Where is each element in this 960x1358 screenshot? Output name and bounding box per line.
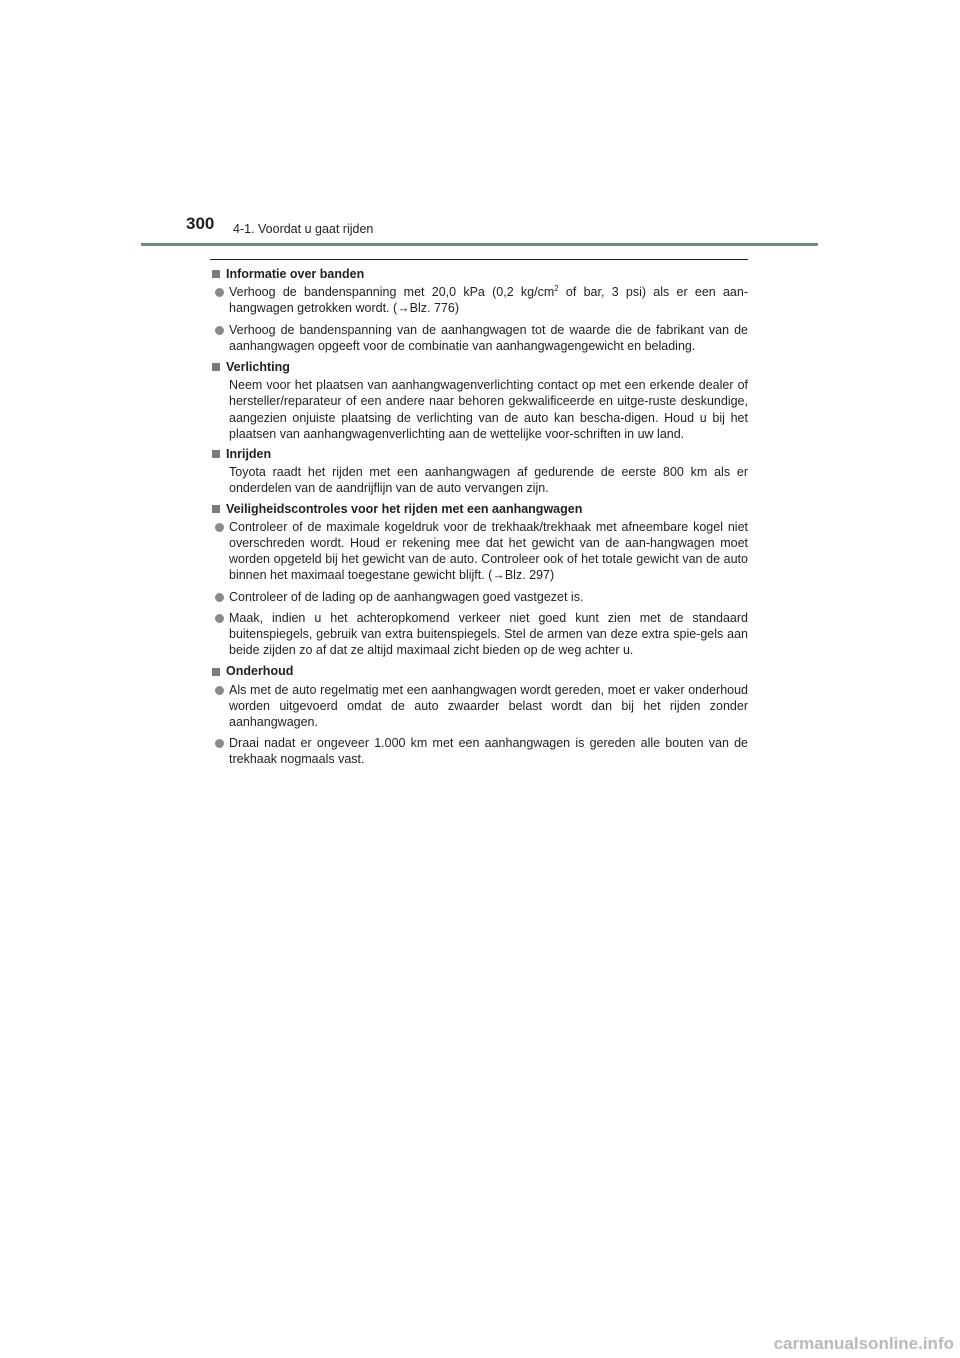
- square-bullet-icon: [212, 363, 220, 371]
- circle-bullet-icon: [215, 593, 224, 602]
- section-heading-text: Onderhoud: [226, 664, 294, 679]
- bullet-text: Verhoog de bandenspanning van de aanhangwagen tot de waarde die de fabrikant van de aanhangwagen opgeeft voor de combinatie van aanhangwagengewicht en belading.: [229, 322, 748, 353]
- section-heading-text: Verlichting: [226, 360, 290, 375]
- section-heading-text: Veiligheidscontroles voor het rijden met een aanhangwagen: [226, 501, 583, 516]
- section-heading: [210, 266, 748, 282]
- section-heading: [210, 359, 748, 375]
- section-heading: [210, 501, 748, 517]
- circle-bullet-icon: [215, 523, 224, 532]
- bullet-item: [210, 519, 748, 584]
- bullet-item: [210, 610, 748, 659]
- section-heading: [210, 446, 748, 462]
- footer-watermark-url: carmanualsonline.info: [773, 1334, 954, 1353]
- section-onderhoud: [210, 663, 748, 767]
- section-heading: [210, 663, 748, 679]
- section-heading-text: Informatie over banden: [226, 267, 365, 281]
- section-heading-text: Inrijden: [226, 447, 272, 462]
- content-rule: [210, 259, 748, 260]
- square-bullet-icon: [212, 668, 220, 676]
- section-paragraph: Toyota raadt het rijden met een aanhangwagen af gedurende de eerste 800 km als er onderdelen van de aandrijflijn van de auto vervangen zijn.: [229, 465, 748, 496]
- bullet-item: [210, 284, 748, 316]
- circle-bullet-icon: [215, 686, 224, 695]
- square-bullet-icon: [212, 505, 220, 513]
- bullet-text: Draai nadat er ongeveer 1.000 km met een aanhangwagen is gereden alle bouten van de trekhaak nogmaals vast.: [229, 736, 748, 767]
- bullet-text: Controleer of de lading op de aanhangwagen goed vastgezet is.: [229, 589, 584, 604]
- circle-bullet-icon: [215, 739, 224, 748]
- superscript: 2: [554, 284, 559, 294]
- bullet-item: [210, 322, 748, 354]
- circle-bullet-icon: [215, 288, 224, 297]
- section-banden: [210, 266, 748, 354]
- header-rule: [141, 243, 818, 246]
- content: [210, 266, 748, 773]
- bullet-text: Verhoog de bandenspanning met 20,0 kPa (0,2 kg/cm: [229, 285, 555, 300]
- bullet-item: [210, 682, 748, 731]
- square-bullet-icon: [212, 270, 220, 278]
- bullet-text: Controleer of de maximale kogeldruk voor de trekhaak/trekhaak met afneembare kogel niet overschreden wordt. Houd er rekening mee dat het gewicht van de aan-hangwagen moet worden opgeteld bij het gewicht van de auto. Controleer ook of het totale gewicht van de auto binnen het maximaal toegestane gewicht blijft. (→Blz. 297): [229, 519, 748, 583]
- circle-bullet-icon: [215, 326, 224, 335]
- section-veiligheidscontroles: [210, 501, 748, 659]
- bullet-text-cont: of bar, 3 psi) als er een aan-hangwagen getrokken wordt. (→Blz. 776): [229, 285, 748, 316]
- section-title: 4-1. Voordat u gaat rijden: [233, 222, 374, 236]
- section-verlichting: [210, 359, 748, 442]
- square-bullet-icon: [212, 450, 220, 458]
- bullet-item: [210, 589, 748, 605]
- section-inrijden: [210, 446, 748, 497]
- page-number: 300: [186, 214, 215, 233]
- bullet-text: Maak, indien u het achteropkomend verkeer niet goed kunt zien met de standaard buitenspiegels, gebruik van extra buitenspiegels. Stel de armen van deze extra spie-gels aan beide zijden zo af dat ze altijd maximaal zicht bieden op de weg achter u.: [229, 610, 748, 658]
- section-paragraph: Neem voor het plaatsen van aanhangwagenverlichting contact op met een erkende dealer of hersteller/reparateur of een andere naar behoren gekwalificeerde en uitge-ruste deskundige, aangezien onjuiste plaatsing de verlichting van de auto kan bescha-digen. Houd u bij het plaatsen van aanhangwagenverlichting aan de wettelijke voor-schriften in uw land.: [229, 378, 748, 441]
- circle-bullet-icon: [215, 614, 224, 623]
- bullet-item: [210, 735, 748, 767]
- bullet-text: Als met de auto regelmatig met een aanhangwagen wordt gereden, moet er vaker onderhoud worden uitgevoerd omdat de auto zwaarder belast wordt dan bij het rijden zonder aanhangwagen.: [229, 682, 748, 730]
